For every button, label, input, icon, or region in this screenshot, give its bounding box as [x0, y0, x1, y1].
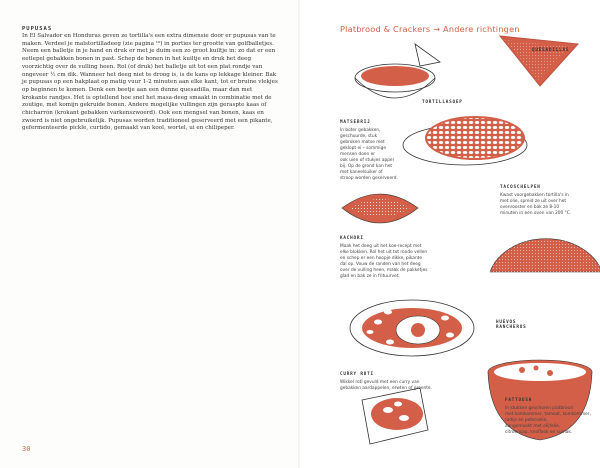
label-curry-roti: CURRY ROTI — [340, 372, 374, 377]
label-huevos-rancheros: HUEVOS RANCHEROS — [496, 320, 527, 330]
label-tortillasoep: TORTILLASOEP — [422, 100, 463, 105]
right-page-heading: Platbrood & Crackers → Andere richtingen — [340, 24, 520, 34]
huevos-rancheros-illustration — [350, 300, 474, 356]
desc-matsebrij: In boter gebakken, geschuurde, stuk gebroken matse met geklopt ei – sommige mensen doen er ook uien of stukjes appel bij. Op de grond kan het met kaneelsuiker of stroop worden geserveerd. — [340, 128, 398, 181]
label-quesadillas: QUESADILLAS — [532, 48, 570, 53]
desc-fattoush: In stukken geschoren platbrood met komkommer, tomaat, komkommer, radijs en peterselie, aangemaakt met olijfolie, citroensap, knoflook en sumak. — [505, 406, 591, 435]
label-tacoschelpen: TACOSCHELPEN — [500, 185, 541, 190]
desc-kachori: Maak het deeg uit het koe-recept met elke blokken. Rol het uit tot ronde vellen en schep er een hoopje dikke, pikante dal op. Vouw de randen van het deeg over de vulling heen, maak de pakketjes glad en bak ze in frituurvet. — [340, 244, 428, 279]
food-illustrations — [300, 0, 600, 468]
right-page — [300, 0, 600, 468]
page-number: 30 — [22, 445, 31, 453]
quesadillas-illustration — [500, 36, 578, 86]
matsebrij-illustration — [403, 116, 527, 165]
curry-roti-illustration — [362, 388, 428, 444]
kachori-illustration — [342, 194, 418, 223]
tacoschelpen-illustration — [490, 239, 600, 272]
tortillasoup-illustration — [355, 44, 440, 98]
label-fattoush: FATTOUSH — [505, 398, 533, 403]
pupusas-title: PUPUSAS — [22, 26, 53, 32]
label-matsebrij: MATSEBRIJ — [340, 120, 371, 125]
label-kachori: KACHORI — [340, 236, 364, 241]
desc-curry-roti: Wikkel roti gevuld met een curry van gebakken aardappelen, erwten of groente. — [340, 380, 432, 391]
desc-tacoschelpen: Kwast voorgebakken tortilla's in met olie, spreid ze uit over het ovenrooster en bak ze 8-10 minuten in een oven van 200 °C. — [500, 193, 572, 216]
pupusas-body-text: In El Salvador en Honduras geven ze tortilla's een extra dimensie door er pupusas van te maken. Verdeel je maïstortilladeeg (zie pagina ¹⁰) in porties ter grootte van golfballetjes. Neem een balletje in je hand en druk er met je duim een zo groot kuiltje in: zo dat er een eetlepel gebakken bonen in past. Schep de bonen in het kuiltje en druk het deeg voorzichtig over de vulling heen. Rol (of druk) het balletje uit tot een plat rondje van ongeveer ½ cm dik. Wanneer het deeg niet te droog is, is de kans op lekkage kleiner. Bak je pupusas op een bakplaat op matig vuur 1-2 minuten aan elke kant, tot er bruine vlekjes op beginnen te komen. Denk een beetje aan een dunne quesadilla, maar dan met krokante randjes. Het is optellend hoe snel het masa-deeg smaakt in combinatie met de zoutige, met komijn gekruide bonen. Andere mogelijke vullingen zijn geraspte kaas of chicharrón (krokant gebakken varkenszwoerd). Ook een mengsel van bonen, kaas en zwoerd is niet ongebruikelijk. Pupusas worden traditioneel geserveerd met een pikante, gefermenteerde pickle, curtido, gemaakt van kool, wortel, ui en chilipeper. — [22, 33, 278, 132]
